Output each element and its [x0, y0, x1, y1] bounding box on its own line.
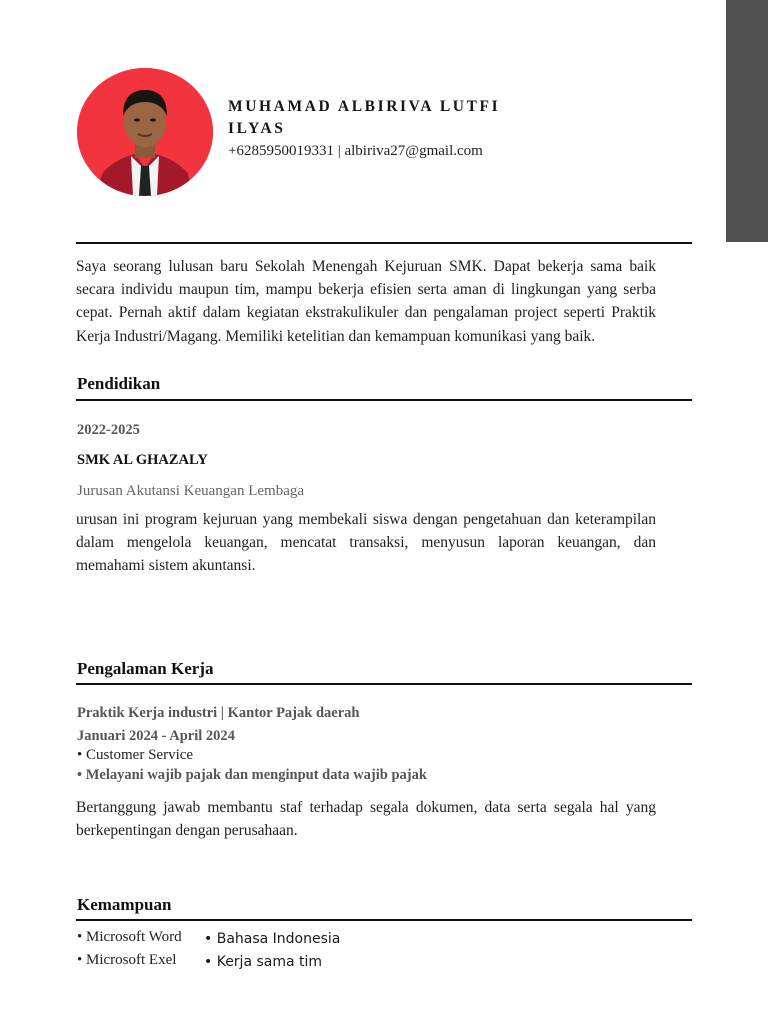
skill-item: • Bahasa Indonesia: [204, 931, 341, 947]
divider-experience: [76, 683, 692, 685]
education-years: 2022-2025: [77, 422, 140, 438]
name-line-1: MUHAMAD ALBIRIVA LUTFI: [228, 98, 501, 115]
education-major: Jurusan Akutansi Keuangan Lembaga: [77, 483, 305, 499]
section-title-skills: Kemampuan: [77, 895, 172, 914]
experience-bullet-2: • Melayani wajib pajak dan menginput data wajib pajak: [77, 767, 427, 783]
experience-description: Bertanggung jawab membantu staf terhadap segala dokumen, data serta segala hal yang berkepentingan dengan perusahaan.: [76, 799, 656, 840]
section-title-education: Pendidikan: [77, 374, 161, 393]
contact-info: +6285950019331 | albiriva27@gmail.com: [228, 143, 483, 159]
section-title-experience: Pengalaman Kerja: [77, 659, 214, 678]
education-school: SMK AL GHAZALY: [77, 452, 208, 468]
experience-period: Januari 2024 - April 2024: [77, 728, 235, 744]
person-portrait-icon: [77, 68, 213, 196]
header: [228, 96, 568, 161]
skill-item: • Kerja sama tim: [204, 954, 323, 970]
experience-position: Praktik Kerja industri | Kantor Pajak daerah: [77, 705, 360, 721]
summary-text: Saya seorang lulusan baru Sekolah Menengah Kejuruan SMK. Dapat bekerja sama baik secara individu maupun tim, mampu bekerja efisien serta aman di lingkungan yang serba cepat. Pernah aktif dalam kegiatan ekstrakulikuler dan pengalaman project seperti Praktik Kerja Industri/Magang. Memiliki ketelitian dan kemampuan komunikasi yang baik.: [76, 258, 656, 345]
divider-header: [76, 242, 692, 244]
skill-item: • Microsoft Word: [77, 929, 182, 945]
scrollbar[interactable]: [726, 0, 768, 242]
divider-education: [76, 399, 692, 401]
divider-skills: [76, 919, 692, 921]
name-line-2: ILYAS: [228, 120, 286, 137]
profile-photo: [77, 68, 213, 196]
experience-bullet-1: • Customer Service: [77, 747, 194, 763]
education-description: urusan ini program kejuruan yang membekali siswa dengan pengetahuan dan keterampilan dalam mengelola keuangan, mencatat transaksi, menyusun laporan keuangan, dan memahami sistem akuntansi.: [76, 511, 656, 575]
skill-item: • Microsoft Exel: [77, 952, 177, 968]
